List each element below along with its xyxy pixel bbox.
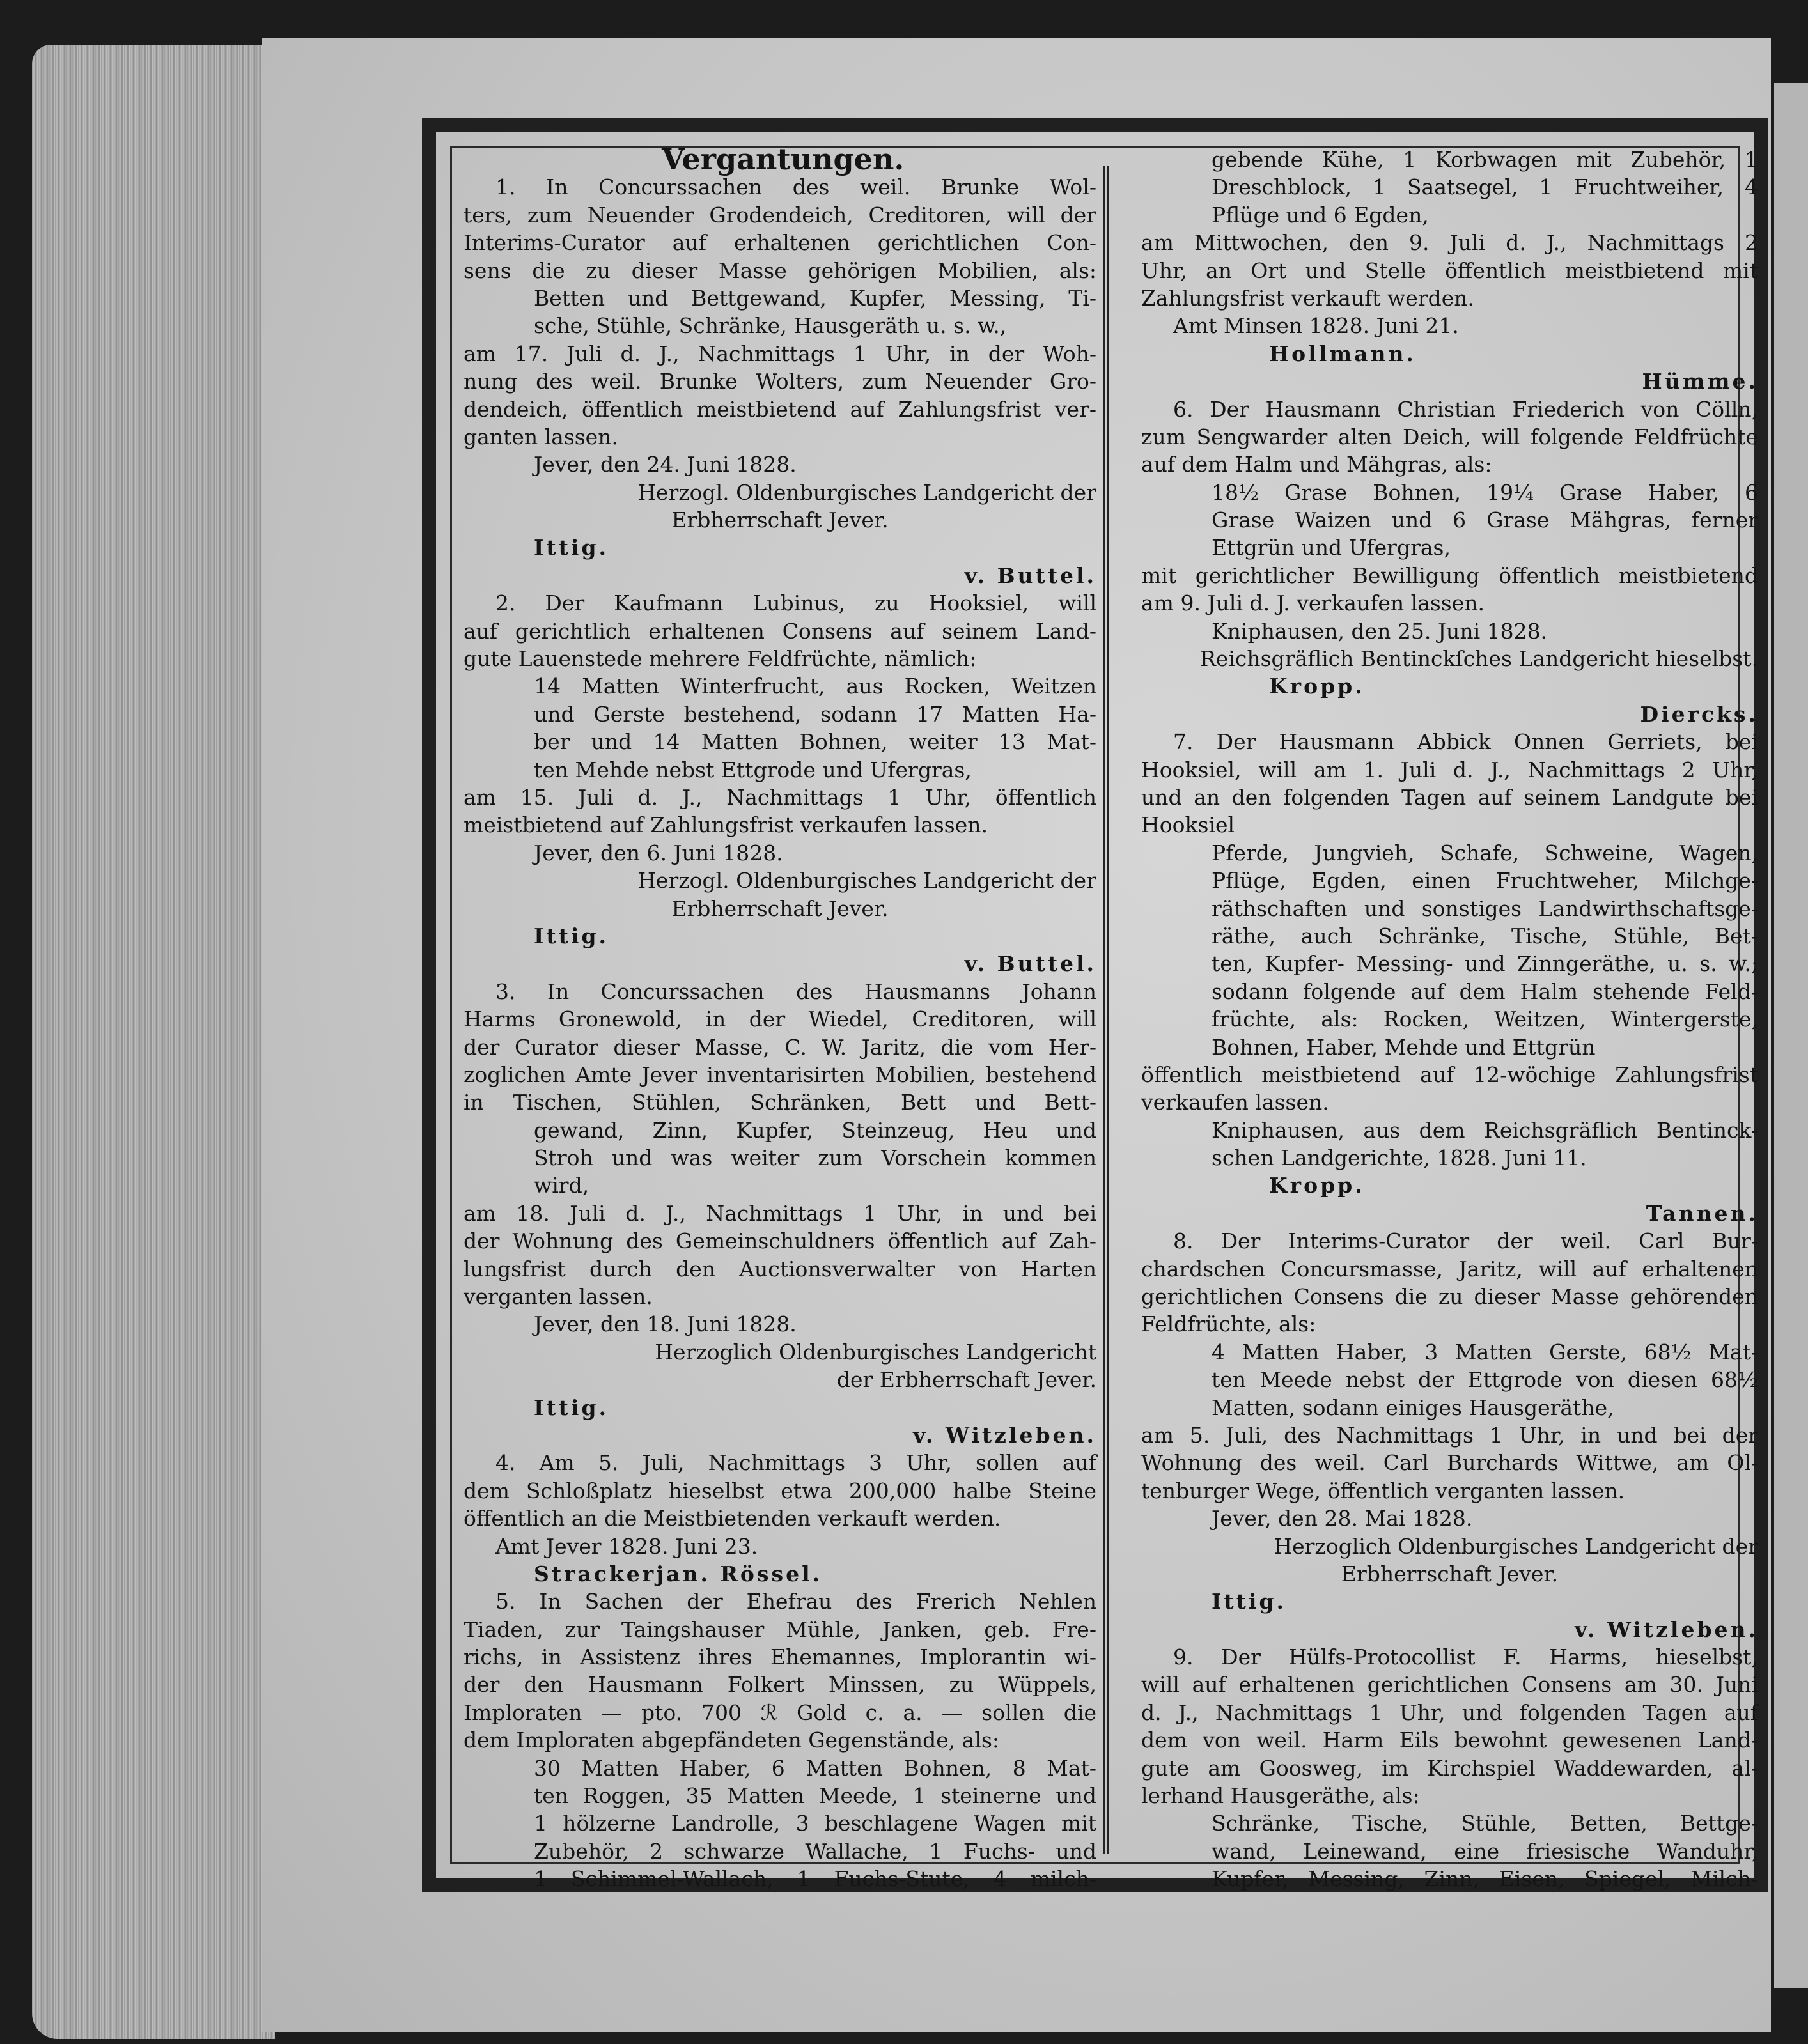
left-column-line: Jever, den 6. Juni 1828. bbox=[534, 840, 783, 865]
left-column-line: wird, bbox=[534, 1173, 589, 1198]
right-column-line: Bohnen, Haber, Mehde und Ettgrün bbox=[1212, 1034, 1596, 1060]
right-column-line: Tannen. bbox=[1646, 1200, 1758, 1226]
left-column-line: ber und 14 Matten Bohnen, weiter 13 Mat- bbox=[534, 729, 1096, 755]
right-column-line: Herzoglich Oldenburgisches Landgericht der bbox=[1274, 1533, 1758, 1559]
right-column-line: räthschaften und sonstiges Landwirthschaftsge- bbox=[1212, 895, 1758, 921]
left-column-line: am 15. Juli d. J., Nachmittags 1 Uhr, öffentlich bbox=[464, 784, 1096, 810]
left-column-line: dem Imploraten abgepfändeten Gegenstände, als: bbox=[464, 1728, 1000, 1753]
right-column-line: am Mittwochen, den 9. Juli d. J., Nachmittags 2 bbox=[1141, 230, 1758, 256]
right-column-line: verkaufen lassen. bbox=[1141, 1090, 1329, 1115]
left-column-line: dem Schloßplatz hieselbst etwa 200,000 halbe Steine bbox=[464, 1478, 1096, 1503]
right-column-line: Hooksiel, will am 1. Juli d. J., Nachmittags 2 Uhr, bbox=[1141, 757, 1758, 782]
right-column-line: will auf erhaltenen gerichtlichen Consens am 30. Juni bbox=[1141, 1672, 1758, 1698]
left-column-line: 2. Der Kaufmann Lubinus, zu Hooksiel, will bbox=[495, 591, 1096, 616]
left-column-line: 3. In Concurssachen des Hausmanns Johann bbox=[495, 979, 1096, 1004]
left-column-line: Jever, den 24. Juni 1828. bbox=[534, 452, 797, 477]
next-page-edge bbox=[1774, 83, 1808, 1988]
left-column-line: 1 hölzerne Landrolle, 3 beschlagene Wagen mit bbox=[534, 1811, 1096, 1836]
left-column-line: Zubehör, 2 schwarze Wallache, 1 Fuchs- und bbox=[534, 1838, 1096, 1864]
left-column-line: Herzogl. Oldenburgisches Landgericht der bbox=[637, 479, 1096, 505]
right-column-line: Uhr, an Ort und Stelle öffentlich meistbietend mit bbox=[1141, 258, 1758, 283]
right-column-line: Pflüge, Egden, einen Fruchtweher, Milchge- bbox=[1212, 868, 1758, 894]
left-column-line: gute Lauenstede mehrere Feldfrüchte, nämlich: bbox=[464, 646, 977, 672]
left-column-line: öffentlich an die Meistbietenden verkauft werden. bbox=[464, 1506, 1001, 1531]
left-column-line: meistbietend auf Zahlungsfrist verkaufen lassen. bbox=[464, 812, 988, 838]
right-column-line: Hollmann. bbox=[1269, 341, 1417, 366]
left-column-line: Stroh und was weiter zum Vorschein kommen bbox=[534, 1145, 1096, 1171]
left-column-line: und Gerste bestehend, sodann 17 Matten Ha- bbox=[534, 701, 1096, 727]
left-column-line: Herzoglich Oldenburgisches Landgericht bbox=[655, 1339, 1096, 1365]
right-column-line: Ittig. bbox=[1212, 1589, 1287, 1614]
right-column-line: d. J., Nachmittags 1 Uhr, und folgenden Tagen auf bbox=[1141, 1699, 1758, 1725]
right-column-line: gute am Goosweg, im Kirchspiel Waddewarden, al- bbox=[1141, 1755, 1758, 1781]
left-column-line: 14 Matten Winterfrucht, aus Rocken, Weitzen bbox=[534, 674, 1096, 699]
left-column-line: Ittig. bbox=[534, 535, 609, 561]
left-column-line: gewand, Zinn, Kupfer, Steinzeug, Heu und bbox=[534, 1117, 1096, 1143]
right-column-line: Feldfrüchte, als: bbox=[1141, 1312, 1316, 1337]
right-column-line: öffentlich meistbietend auf 12-wöchige Zahlungsfrist bbox=[1141, 1062, 1758, 1087]
book-page-edges bbox=[32, 45, 275, 2039]
right-column-line: Hümme. bbox=[1642, 369, 1758, 394]
left-column-line: der Erbherrschaft Jever. bbox=[836, 1367, 1096, 1393]
left-column-line: Herzogl. Oldenburgisches Landgericht der bbox=[637, 868, 1096, 894]
left-column-line: verganten lassen. bbox=[464, 1284, 653, 1310]
left-column-line: sche, Stühle, Schränke, Hausgeräth u. s. w., bbox=[534, 313, 1007, 339]
left-column-line: sens die zu dieser Masse gehörigen Mobilien, als: bbox=[464, 258, 1096, 283]
right-column-line: 7. Der Hausmann Abbick Onnen Gerriets, bei bbox=[1173, 729, 1758, 755]
right-column-line: 4 Matten Haber, 3 Matten Gerste, 68½ Mat- bbox=[1212, 1339, 1758, 1365]
right-column bbox=[1141, 146, 1758, 1893]
left-column-line: Harms Gronewold, in der Wiedel, Creditoren, will bbox=[464, 1007, 1096, 1032]
left-column-line: v. Buttel. bbox=[964, 951, 1096, 977]
left-column-line: zoglichen Amte Jever inventarisirten Mobilien, bestehend bbox=[464, 1062, 1096, 1087]
right-column-line: Kropp. bbox=[1269, 1173, 1365, 1198]
right-column-line: Pflüge und 6 Egden, bbox=[1212, 202, 1429, 228]
left-column-line: v. Witzleben. bbox=[913, 1422, 1096, 1448]
right-column-line: ten Meede nebst der Ettgrode von diesen 68½ bbox=[1212, 1367, 1758, 1393]
right-column-line: 8. Der Interims-Curator der weil. Carl Bur- bbox=[1173, 1228, 1758, 1254]
left-column-line: am 17. Juli d. J., Nachmittags 1 Uhr, in der Woh- bbox=[464, 341, 1096, 366]
right-column-line: gebende Kühe, 1 Korbwagen mit Zubehör, 1 bbox=[1212, 147, 1758, 172]
right-column-line: Matten, sodann einiges Hausgeräthe, bbox=[1212, 1395, 1614, 1420]
left-column-line: 4. Am 5. Juli, Nachmittags 3 Uhr, sollen auf bbox=[495, 1450, 1096, 1476]
left-column bbox=[464, 142, 1096, 1893]
left-column-line: der Wohnung des Gemeinschuldners öffentlich auf Zah- bbox=[464, 1228, 1096, 1254]
left-column-line: der den Hausmann Folkert Minssen, zu Wüppels, bbox=[464, 1672, 1096, 1698]
right-column-line: 9. Der Hülfs-Protocollist F. Harms, hieselbst, bbox=[1173, 1645, 1758, 1670]
left-column-line: Ittig. bbox=[534, 1395, 609, 1420]
right-column-line: dem von weil. Harm Eils bewohnt gewesenen Land- bbox=[1141, 1728, 1758, 1753]
right-column-line: Grase Waizen und 6 Grase Mähgras, ferner bbox=[1212, 507, 1758, 533]
left-column-line: ten Roggen, 35 Matten Meede, 1 steinerne und bbox=[534, 1783, 1096, 1809]
right-column-line: Schränke, Tische, Stühle, Betten, Bettge- bbox=[1212, 1811, 1758, 1836]
right-column-line: mit gerichtlicher Bewilligung öffentlich meistbietend bbox=[1141, 562, 1758, 588]
right-column-line: v. Witzleben. bbox=[1575, 1616, 1758, 1642]
left-column-line: 1 Schimmel-Wallach, 1 Fuchs-Stute, 4 milch- bbox=[534, 1866, 1096, 1892]
right-column-line: Dreschblock, 1 Saatsegel, 1 Fruchtweiher, 4 bbox=[1212, 174, 1758, 200]
left-column-line: in Tischen, Stühlen, Schränken, Bett und Bett- bbox=[464, 1090, 1096, 1115]
left-column-line: Vergantungen. bbox=[662, 142, 905, 176]
right-column-line: 6. Der Hausmann Christian Friederich von Cölln, bbox=[1173, 396, 1758, 422]
right-column-line: auf dem Halm und Mähgras, als: bbox=[1141, 452, 1492, 477]
left-column-line: 30 Matten Haber, 6 Matten Bohnen, 8 Mat- bbox=[534, 1755, 1096, 1781]
right-column-line: Kropp. bbox=[1269, 674, 1365, 699]
right-column-line: wand, Leinewand, eine friesische Wanduhr, bbox=[1212, 1838, 1758, 1864]
right-column-line: am 5. Juli, des Nachmittags 1 Uhr, in und bei der bbox=[1141, 1422, 1758, 1448]
right-column-line: ten, Kupfer- Messing- und Zinngeräthe, u. s. w.; bbox=[1212, 951, 1758, 977]
right-column-line: und an den folgenden Tagen auf seinem Landgute bei bbox=[1141, 784, 1758, 810]
right-column-line: Zahlungsfrist verkauft werden. bbox=[1141, 285, 1474, 311]
right-column-line: lerhand Hausgeräthe, als: bbox=[1141, 1783, 1420, 1809]
left-column-line: ters, zum Neuender Grodendeich, Creditoren, will der bbox=[464, 202, 1096, 228]
right-column-line: Diercks. bbox=[1640, 701, 1758, 727]
right-column-line: gerichtlichen Consens die zu dieser Masse gehörenden bbox=[1141, 1284, 1758, 1310]
left-column-line: ganten lassen. bbox=[464, 424, 618, 449]
left-column-line: dendeich, öffentlich meistbietend auf Zahlungsfrist ver- bbox=[464, 396, 1096, 422]
left-column-line: auf gerichtlich erhaltenen Consens auf seinem Land- bbox=[464, 618, 1096, 644]
right-column-line: schen Landgerichte, 1828. Juni 11. bbox=[1212, 1145, 1587, 1171]
left-column-line: Tiaden, zur Taingshauser Mühle, Janken, geb. Fre- bbox=[464, 1616, 1096, 1642]
right-column-line: Reichsgräflich Bentinckſches Landgericht hieselbst. bbox=[1199, 646, 1758, 672]
left-column-line: Betten und Bettgewand, Kupfer, Messing, Ti- bbox=[534, 285, 1096, 311]
left-column-line: Interims-Curator auf erhaltenen gerichtlichen Con- bbox=[464, 230, 1096, 256]
right-column-line: zum Sengwarder alten Deich, will folgende Feldfrüchte bbox=[1141, 424, 1758, 449]
left-column-line: v. Buttel. bbox=[964, 562, 1096, 588]
right-column-line: Wohnung des weil. Carl Burchards Wittwe, am Ol- bbox=[1141, 1450, 1758, 1476]
left-column-line: Amt Jever 1828. Juni 23. bbox=[495, 1533, 758, 1559]
left-column-line: Jever, den 18. Juni 1828. bbox=[534, 1312, 797, 1337]
right-column-line: räthe, auch Schränke, Tische, Stühle, Bet- bbox=[1212, 923, 1758, 948]
left-column-line: Ittig. bbox=[534, 923, 609, 948]
right-column-line: Erbherrschaft Jever. bbox=[1341, 1561, 1559, 1586]
right-column-line: Pferde, Jungvieh, Schafe, Schweine, Wagen, bbox=[1212, 840, 1758, 865]
right-column-line: Kupfer, Messing, Zinn, Eisen, Spiegel, Milch- bbox=[1212, 1866, 1758, 1892]
right-column-line: chardschen Concursmasse, Jaritz, will auf erhaltenen bbox=[1141, 1256, 1758, 1281]
left-column-line: am 18. Juli d. J., Nachmittags 1 Uhr, in und bei bbox=[464, 1200, 1096, 1226]
left-column-line: richs, in Assistenz ihres Ehemannes, Implorantin wi- bbox=[464, 1645, 1096, 1670]
right-column-line: Jever, den 28. Mai 1828. bbox=[1212, 1506, 1473, 1531]
left-column-line: ten Mehde nebst Ettgrode und Ufergras, bbox=[534, 757, 972, 782]
right-column-line: 18½ Grase Bohnen, 19¼ Grase Haber, 6 bbox=[1212, 479, 1758, 505]
left-column-line: lungsfrist durch den Auctionsverwalter von Harten bbox=[464, 1256, 1096, 1281]
left-column-line: Imploraten — pto. 700 ℛ Gold c. a. — sollen die bbox=[464, 1699, 1096, 1725]
right-column-line: sodann folgende auf dem Halm stehende Feld- bbox=[1212, 979, 1758, 1004]
right-column-line: am 9. Juli d. J. verkaufen lassen. bbox=[1141, 591, 1485, 616]
left-column-line: Erbherrschaft Jever. bbox=[671, 507, 889, 533]
right-column-line: Kniphausen, den 25. Juni 1828. bbox=[1212, 618, 1548, 644]
right-column-line: Kniphausen, aus dem Reichsgräflich Bentinck- bbox=[1212, 1117, 1758, 1143]
left-column-line: der Curator dieser Masse, C. W. Jaritz, die vom Her- bbox=[464, 1034, 1096, 1060]
right-column-line: früchte, als: Rocken, Weitzen, Wintergerste, bbox=[1212, 1007, 1758, 1032]
left-column-line: 1. In Concurssachen des weil. Brunke Wol- bbox=[495, 174, 1096, 200]
right-column-line: Ettgrün und Ufergras, bbox=[1212, 535, 1451, 561]
right-column-line: Amt Minsen 1828. Juni 21. bbox=[1173, 313, 1459, 339]
left-column-line: nung des weil. Brunke Wolters, zum Neuender Gro- bbox=[464, 369, 1096, 394]
left-column-line: Strackerjan. Rössel. bbox=[534, 1561, 823, 1586]
left-column-line: 5. In Sachen der Ehefrau des Frerich Nehlen bbox=[495, 1589, 1096, 1614]
column-divider bbox=[1103, 166, 1109, 1854]
right-column-line: tenburger Wege, öffentlich verganten lassen. bbox=[1141, 1478, 1625, 1503]
left-column-line: Erbherrschaft Jever. bbox=[671, 895, 889, 921]
right-column-line: Hooksiel bbox=[1141, 812, 1235, 838]
